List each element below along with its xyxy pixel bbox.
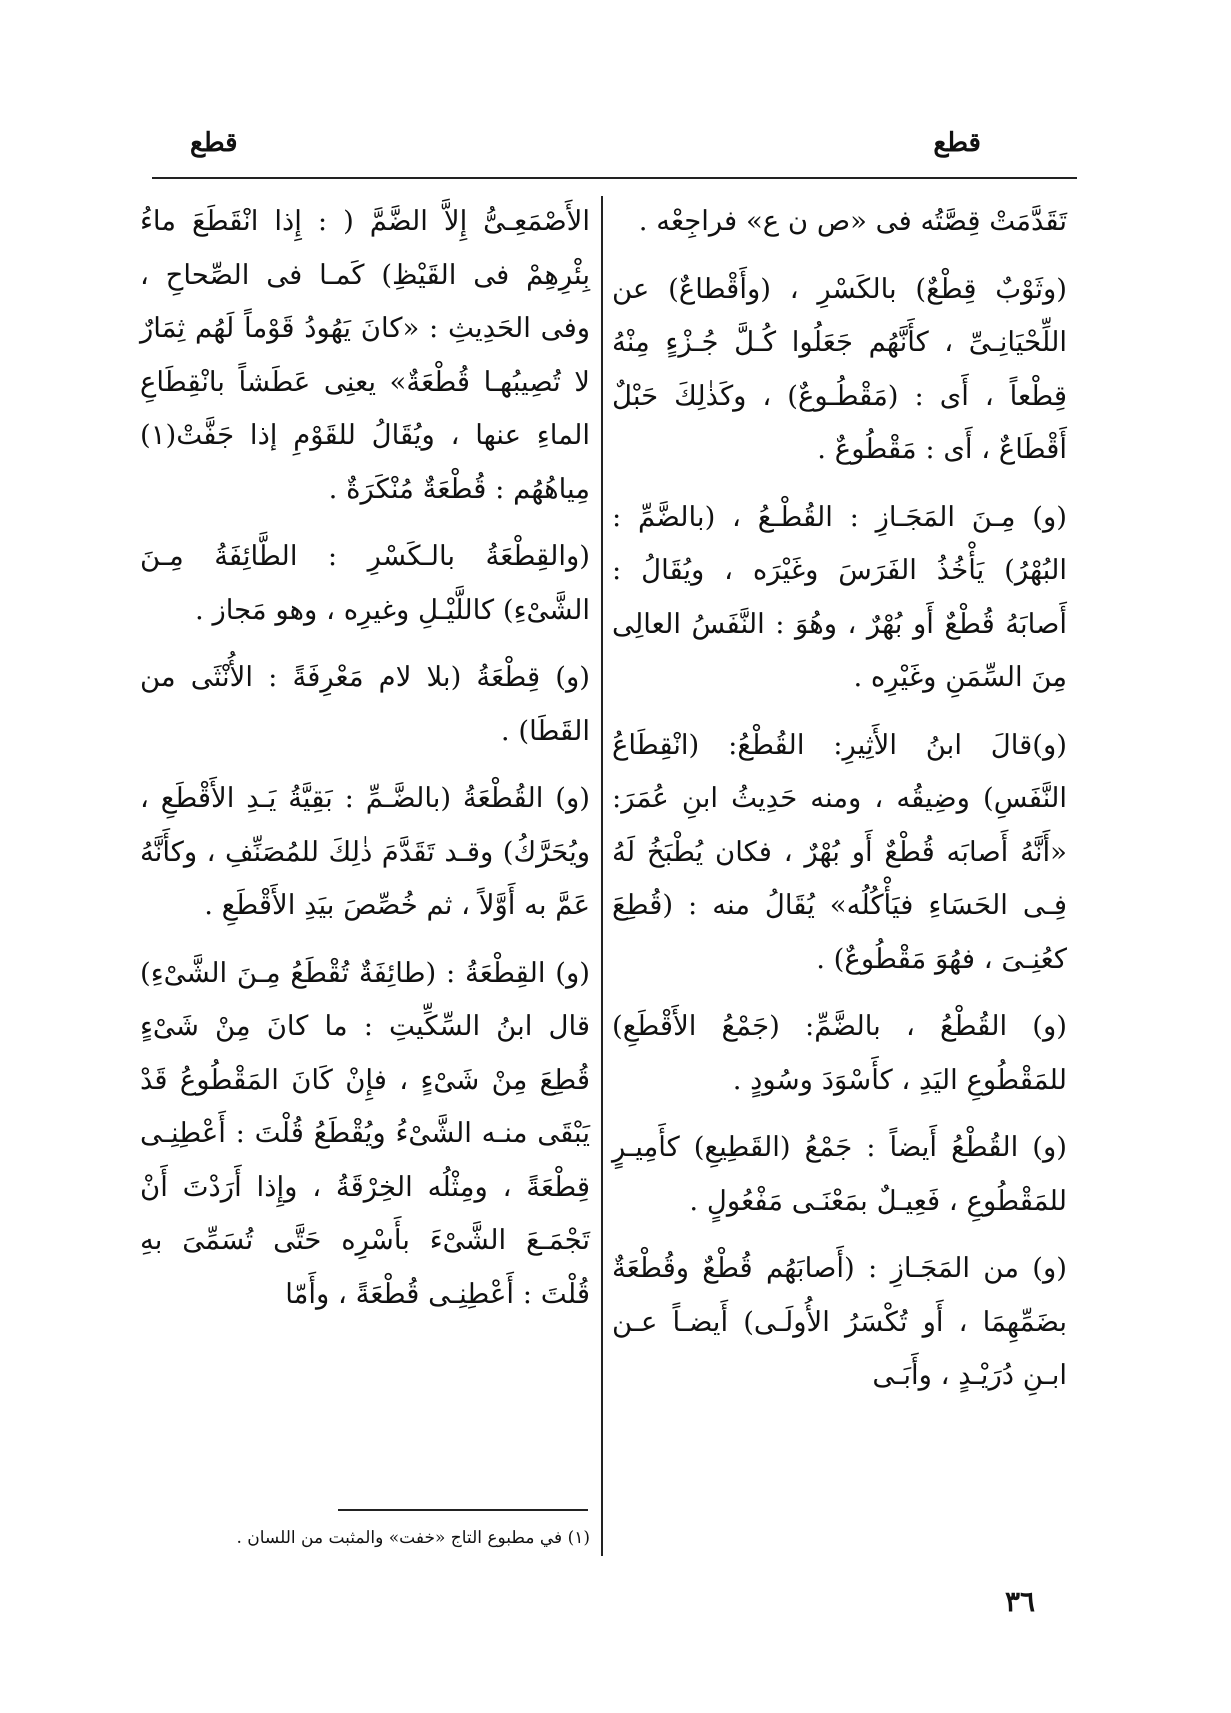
paragraph: (و) من المَجَـازِ : (أَصابَهُم قُطْعٌ وقُطْعَةٌ بضَمِّهِمَا ، أَو تُكْسَرُ الأُولَـى) أَيضـاً عـن ابـنِ دُرَيْـدٍ ، وأَبَـى <box>612 1252 1067 1391</box>
paragraph: تَقَدَّمَتْ قِصَّتُه فى «ص ن ع» فراجِعْه . <box>638 205 1067 237</box>
header-rule <box>152 177 1077 179</box>
paragraph: (و) مِـنَ المَجَـازِ : القُطْـعُ ، (بالضَّمِّ : البُهْرُ) يَأْخُذُ الفَرَسَ وغَيْرَه ، ويُقَالُ : أَصابَهُ قُطْعٌ أَو بُهْرٌ ، وهُوَ : النَّفَسُ العالِى مِنَ السِّمَنِ وغَيْرِه . <box>612 500 1067 693</box>
footnote-rule <box>338 1509 588 1511</box>
paragraph: (و)قالَ ابنُ الأَثِيرِ: القُطْعُ: (انْقِطَاعُ النَّفَسِ) وضِيقُه ، ومنه حَدِيثُ ابنِ عُمَرَ: «أَنَّهُ أَصابَه قُطْعٌ أَو بُهْرٌ ، فكان يُطْبَخُ لَهُ فِـى الحَسَاءِ فيَأْكُلُه» يُقَالُ منه : (قُطِعَ كعُنِـىَ ، فهُوَ مَقْطُوعٌ) . <box>612 728 1067 975</box>
column-divider <box>601 196 603 1556</box>
paragraph: (والقِطْعَةُ بالـكَسْرِ : الطَّائِفَةُ مِـنَ الشَّىْءِ) كاللَّيْـلِ وغيرِه ، وهو مَجاز . <box>140 540 590 626</box>
paragraph: (و) القُطْعُ ، بالضَّمِّ: (جَمْعُ الأَقْطَعِ) للمَقْطُوعِ اليَدِ ، كأَسْوَدَ وسُودٍ . <box>612 1010 1067 1096</box>
right-column <box>612 195 1067 1417</box>
footnote: (١) في مطبوع التاج «خفت» والمثبت من اللسان . <box>236 1528 590 1548</box>
paragraph: (و) قِطْعَةُ (بلا لام مَعْرِفَةً : الأُنْثَى من القَطَا) . <box>140 661 590 747</box>
left-column <box>140 195 590 1335</box>
page-number: ٣٦ <box>1005 1585 1036 1618</box>
running-header-left: قطع <box>190 128 238 158</box>
running-header-right: قطع <box>933 128 981 158</box>
paragraph: (وثَوْبٌ قِطْعٌ) بالكَسْرِ ، (وأَقْطاعٌ) عن اللِّحْيَانِـىِّ ، كأَنَّهُم جَعَلُوا كُـلَّ جُـزْءٍ مِنْهُ قِطْعاً ، أَى : (مَقْطُـوعٌ) ، وكَذٰلِكَ حَبْلٌ أَقْطَاعٌ ، أَى : مَقْطُوعٌ . <box>612 272 1067 465</box>
paragraph: (و) القِطْعَةُ : (طائِفَةٌ تُقْطَعُ مِـنَ الشَّىْءِ) قال ابنُ السِّكِّيتِ : ما كانَ مِنْ شَىْءٍ قُطِعَ مِنْ شَىْءٍ ، فإِنْ كَانَ المَقْطُوعُ قَدْ يَبْقَى منـه الشَّىْءُ ويُقْطَعُ قُلْتَ : أَعْطِنِـى قِطْعَةً ، ومِثْلُه الخِرْقَةُ ، وإِذا أَرَدْتَ أَنْ تَجْمَـعَ الشَّىْءَ بأَسْرِه حَتَّى تُسَمِّىَ بهِ قُلْتَ : أَعْطِنِـى قُطْعَةً ، وأَمّا <box>140 956 590 1310</box>
paragraph: الأَصْمَعِـىُّ إِلاَّ الضَّمَّ ( : إِذا انْقَطَعَ ماءُ بِئْرِهِمْ فى القَيْظِ) كَمـا فى الصِّحاحِ ، وفى الحَدِيثِ : «كانَ يَهُودُ قَوْماً لَهُم ثِمَارٌ لا تُصِيبُهـا قُطْعَةٌ» يعنِى عَطَشاً بانْقِطَاعِ الماءِ عنها ، ويُقَالُ للقَوْمِ إذا جَفَّتْ(١) مِياهُهُم : قُطْعَةٌ مُنْكَرَةٌ . <box>140 205 590 505</box>
paragraph: (و) القُطْعَةُ (بالضَّـمِّ : بَقِيَّةُ يَـدِ الأَقْطَعِ ، ويُحَرَّكُ) وقـد تَقَدَّمَ ذٰلِكَ للمُصَنِّفِ ، وكأَنَّهُ عَمَّ به أَوَّلاً ، ثم خُصِّصَ بيَدِ الأَقْطَعِ . <box>140 782 590 921</box>
paragraph: (و) القُطْعُ أَيضاً : جَمْعُ (القَطِيعِ) كأَمِيـرٍ للمَقْطُوعِ ، فَعِيـلٌ بمَعْنَـى مَفْعُولٍ . <box>612 1131 1067 1217</box>
